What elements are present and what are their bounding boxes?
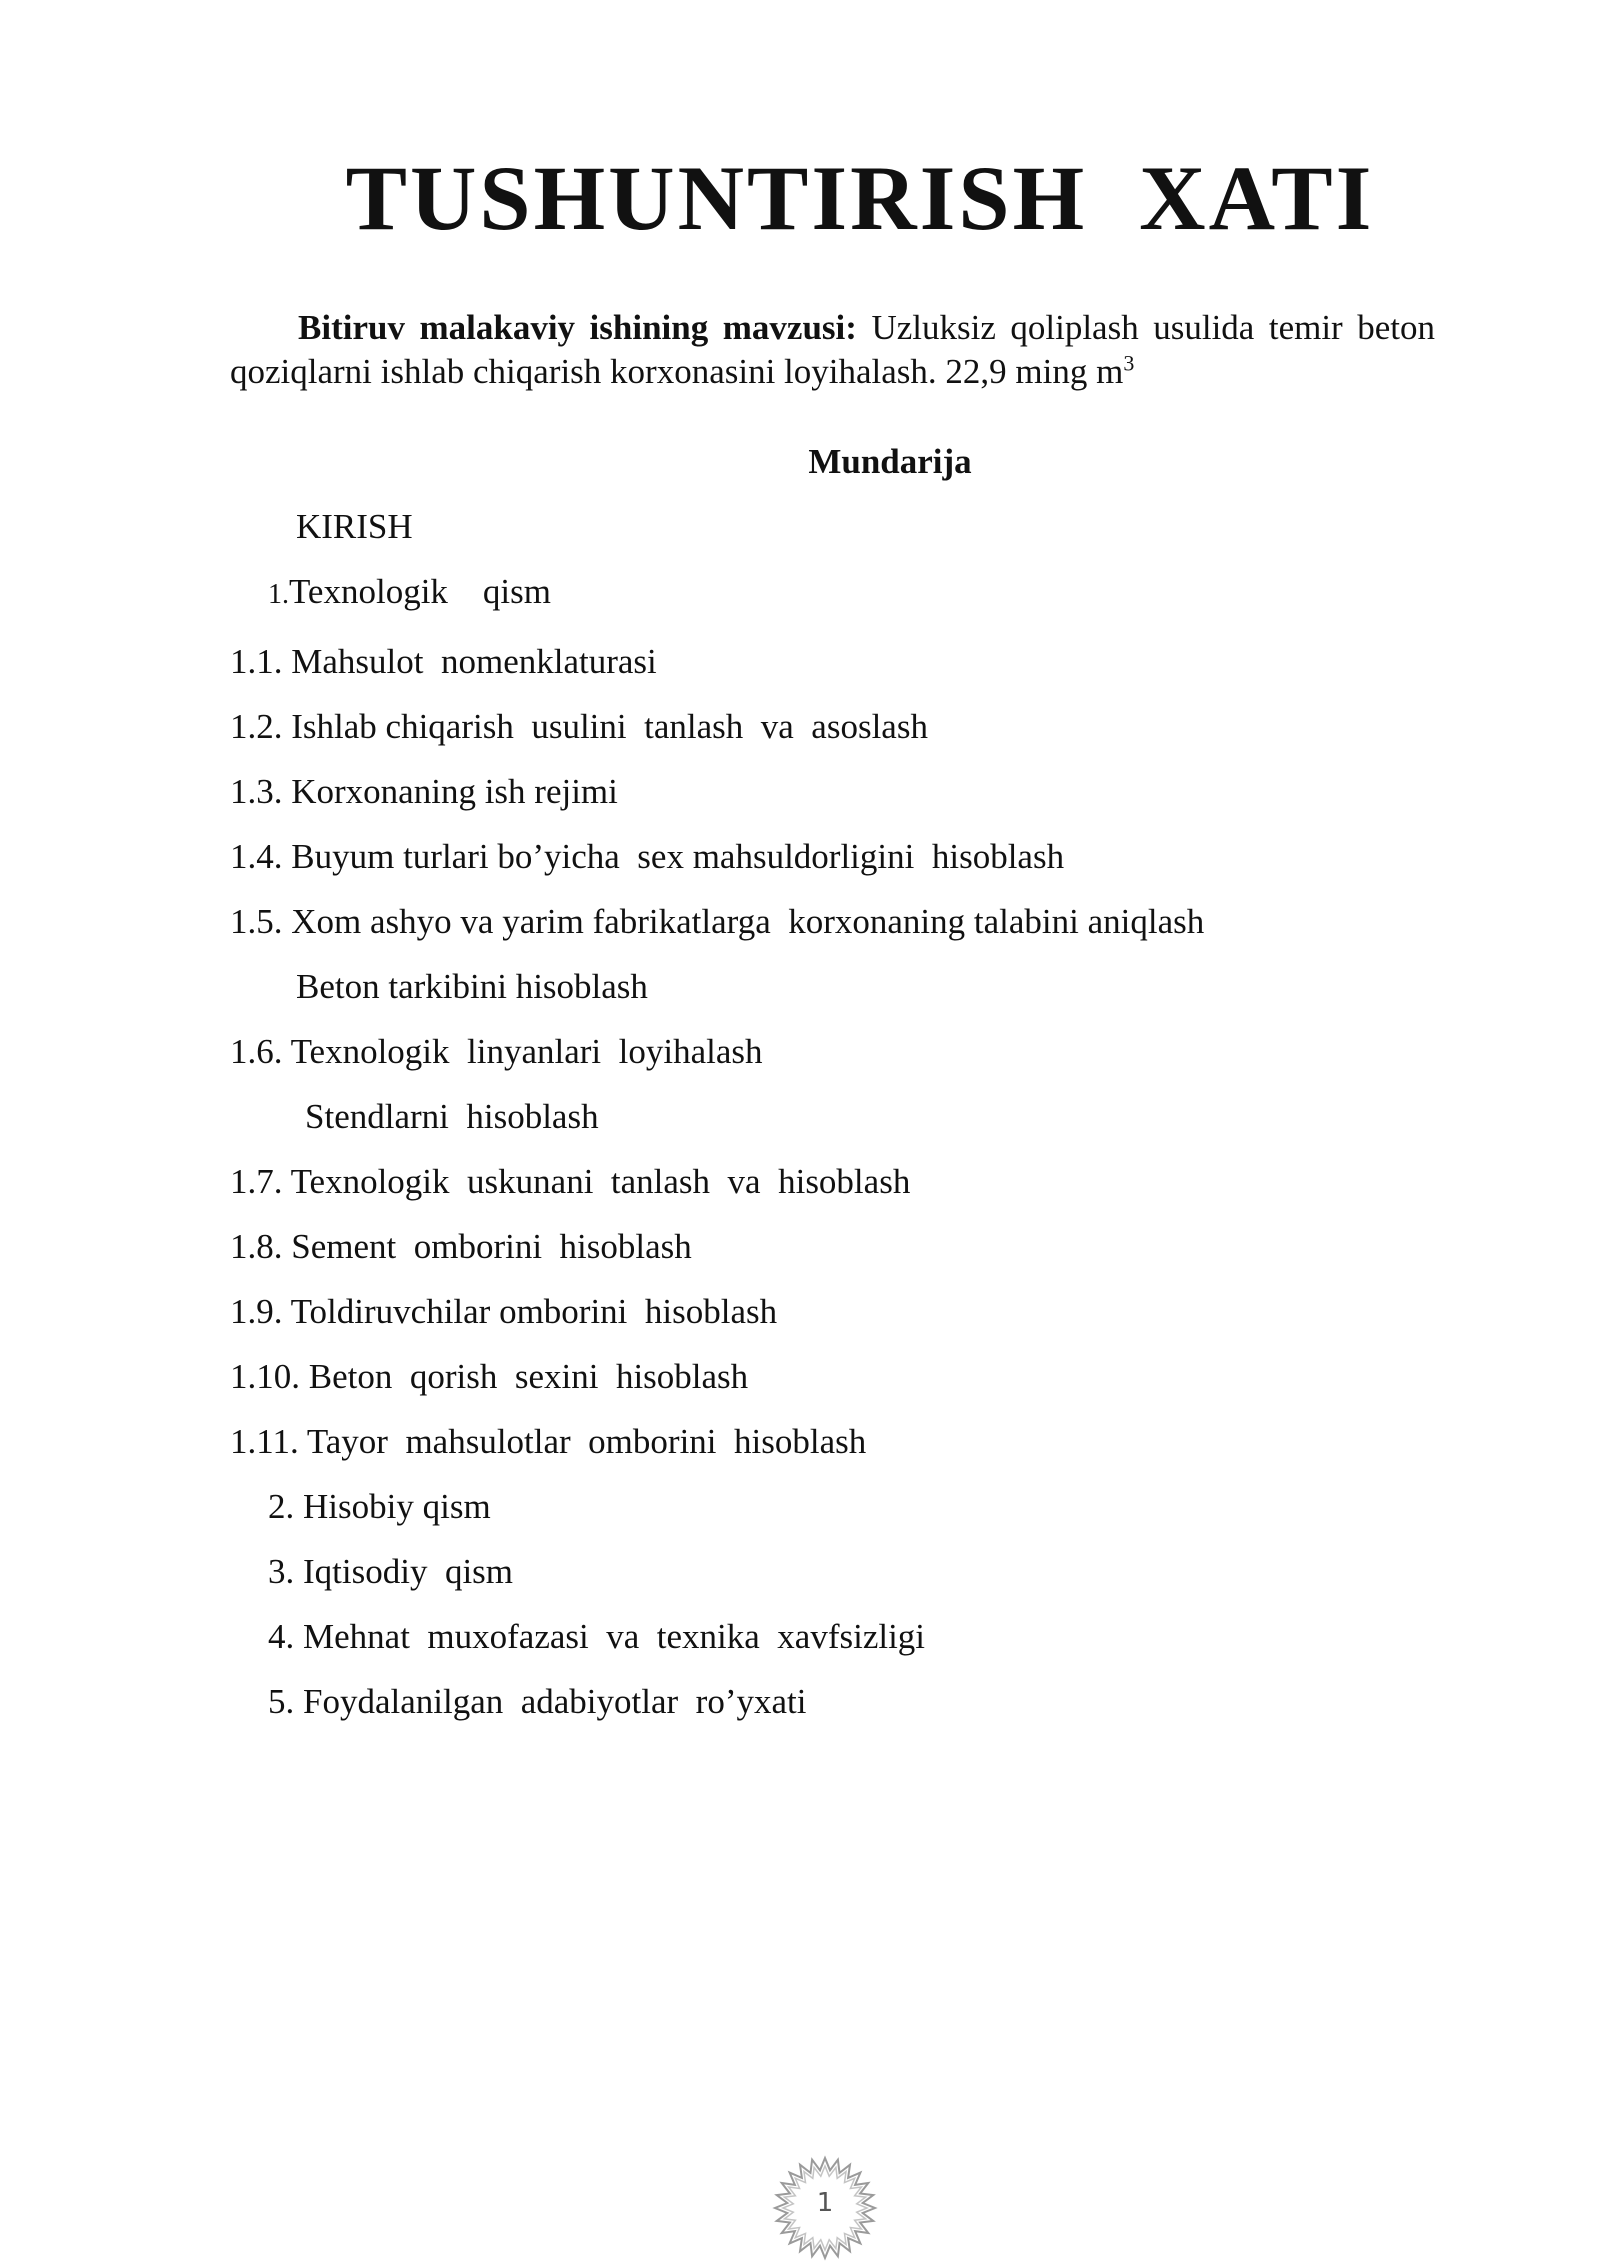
toc-item-stendlar: Stendlarni hisoblash: [305, 1097, 599, 1136]
document-title: TUSHUNTIRISH XATI: [345, 147, 1375, 249]
toc-item-1-7: 1.7. Texnologik uskunani tanlash va hisoblash: [230, 1162, 911, 1201]
topic-superscript: 3: [1123, 350, 1135, 376]
toc-item-kirish: KIRISH: [296, 507, 413, 546]
topic-label: Bitiruv malakaviy ishining mavzusi:: [298, 308, 857, 347]
toc-item-1-2: 1.2. Ishlab chiqarish usulini tanlash va asoslash: [230, 707, 928, 746]
toc-item-5: 5. Foydalanilgan adabiyotlar ro’yxati: [268, 1682, 807, 1721]
contents-heading: Mundarija: [808, 442, 972, 481]
toc-item-2: 2. Hisobiy qism: [268, 1487, 491, 1526]
toc-item-1-3: 1.3. Korxonaning ish rejimi: [230, 772, 618, 811]
toc-item-1-10: 1.10. Beton qorish sexini hisoblash: [230, 1357, 749, 1396]
toc-item-texnologik-qism: [268, 570, 551, 617]
page-footer: [765, 2148, 885, 2268]
toc-item-1-6: 1.6. Texnologik linyanlari loyihalash: [230, 1032, 763, 1071]
toc-item-1-4: 1.4. Buyum turlari bo’yicha sex mahsuldorligini hisoblash: [230, 837, 1065, 876]
page-number: 1: [816, 2188, 834, 2218]
toc-item-label: Texnologik qism: [289, 572, 551, 611]
toc-item-beton-tarkibi: Beton tarkibini hisoblash: [296, 967, 648, 1006]
toc-item-1-5: 1.5. Xom ashyo va yarim fabrikatlarga korxonaning talabini aniqlash: [230, 902, 1205, 941]
toc-item-1-8: 1.8. Sement omborini hisoblash: [230, 1227, 692, 1266]
toc-item-4: 4. Mehnat muxofazasi va texnika xavfsizligi: [268, 1617, 926, 1656]
toc-item-1-11: 1.11. Tayor mahsulotlar omborini hisoblash: [230, 1422, 867, 1461]
toc-item-3: 3. Iqtisodiy qism: [268, 1552, 514, 1591]
toc-item-number: 1.: [268, 579, 289, 610]
thesis-topic: [230, 306, 1435, 394]
toc-item-1-1: 1.1. Mahsulot nomenklaturasi: [230, 642, 657, 681]
topic-text: Uzluksiz qoliplash usulida temir beton qoziqlarni ishlab chiqarish korxonasini loyihalash. 22,9 ming m: [230, 308, 1435, 391]
toc-item-1-9: 1.9. Toldiruvchilar omborini hisoblash: [230, 1292, 778, 1331]
